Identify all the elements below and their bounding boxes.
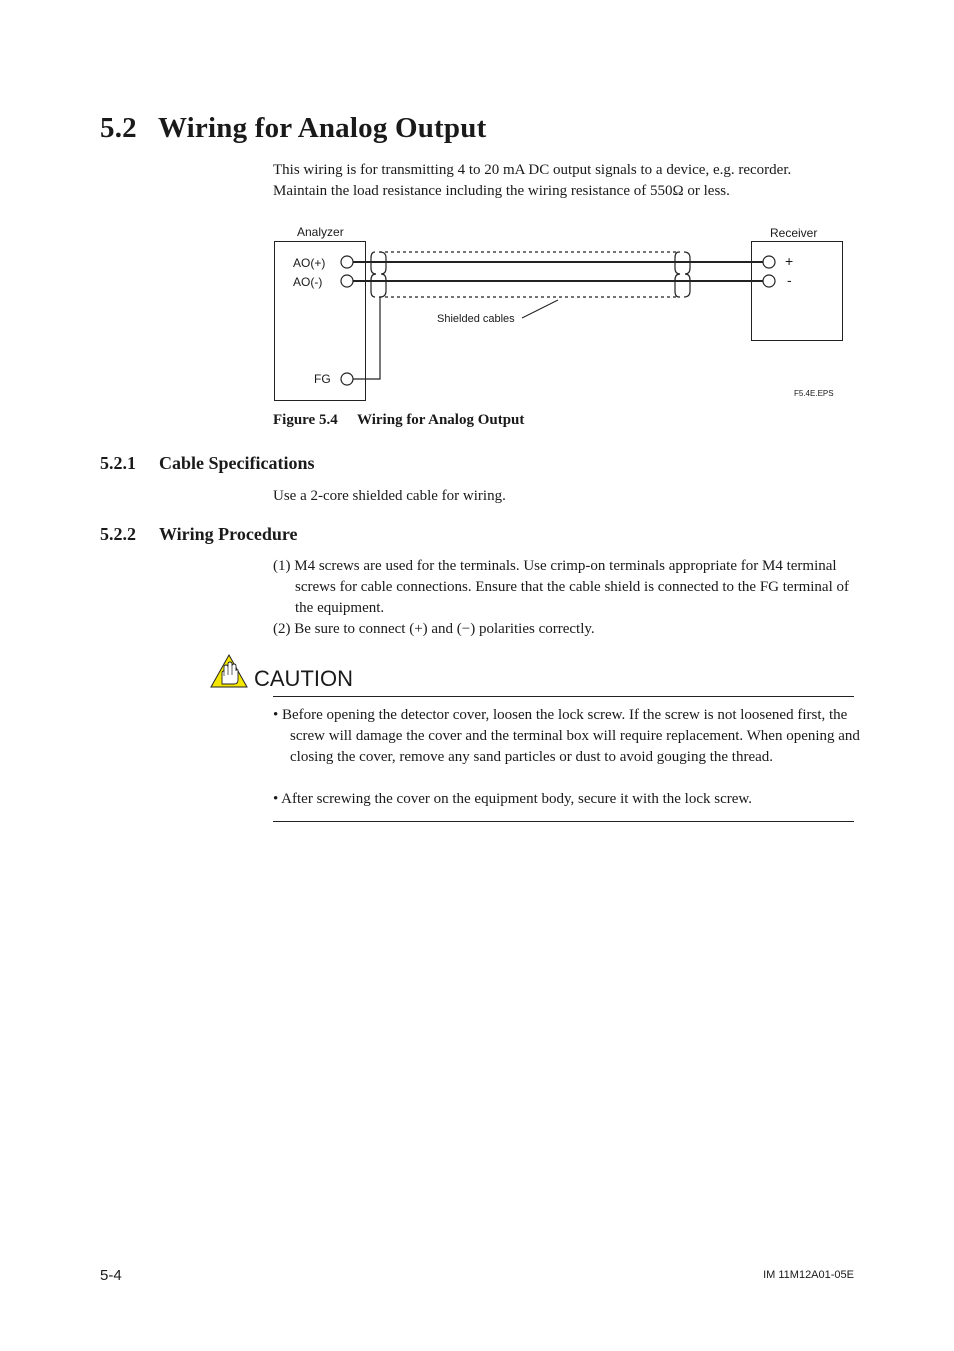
wiring-diagram bbox=[0, 0, 954, 420]
section-number: 5.2 bbox=[100, 112, 137, 144]
page-number: 5-4 bbox=[100, 1267, 122, 1284]
document-id: IM 11M12A01-05E bbox=[763, 1269, 854, 1281]
caution-bullet-2: • After screwing the cover on the equipment body, secure it with the lock screw. bbox=[273, 791, 752, 807]
figure-file-id: F5.4E.EPS bbox=[794, 389, 834, 398]
caution-title: CAUTION bbox=[254, 666, 353, 691]
procedure-item-1: (1) M4 screws are used for the terminals. Use crimp-on terminals appropriate for M4 terminal screws for cable connections. Ensure that the cable shield is connected to the FG terminal of the equipment. bbox=[273, 558, 849, 616]
subsection-heading-cable bbox=[100, 453, 315, 474]
subsection-title: Wiring Procedure bbox=[159, 524, 298, 544]
drain-wire bbox=[353, 297, 380, 379]
figure-caption bbox=[273, 412, 524, 429]
ao-plus-terminal bbox=[341, 256, 353, 268]
fg-label: FG bbox=[314, 372, 331, 386]
shield-bracket-left-outer bbox=[371, 252, 376, 297]
subsection-heading-procedure bbox=[100, 524, 298, 545]
subsection-number: 5.2.2 bbox=[100, 524, 136, 544]
ao-minus-terminal bbox=[341, 275, 353, 287]
shield-leader-line bbox=[522, 300, 558, 318]
receiver-label: Receiver bbox=[770, 226, 818, 240]
shield-bracket-right-outer bbox=[675, 252, 680, 297]
fg-terminal bbox=[341, 373, 353, 385]
section-title: Wiring for Analog Output bbox=[158, 112, 487, 144]
intro-line-1: This wiring is for transmitting 4 to 20 mA DC output signals to a device, e.g. recorder. bbox=[273, 162, 792, 178]
minus-label: - bbox=[787, 272, 792, 288]
ao-minus-label: AO(-) bbox=[293, 275, 323, 289]
shielded-cables-label: Shielded cables bbox=[437, 313, 515, 325]
figure-number: Figure 5.4 bbox=[273, 412, 338, 428]
caution-bottom-rule bbox=[273, 821, 854, 822]
ao-plus-label: AO(+) bbox=[293, 256, 326, 270]
shield-bracket-right-inner bbox=[684, 252, 690, 297]
analyzer-label: Analyzer bbox=[297, 225, 344, 239]
shield-bracket-left-inner bbox=[380, 252, 386, 297]
plus-label: + bbox=[785, 253, 794, 269]
intro-line-2: Maintain the load resistance including the wiring resistance of 550Ω or less. bbox=[273, 183, 730, 199]
subsection-number: 5.2.1 bbox=[100, 453, 136, 473]
procedure-item-2: (2) Be sure to connect (+) and (−) polarities correctly. bbox=[273, 621, 595, 637]
receiver-box bbox=[752, 242, 843, 341]
caution-hand-icon bbox=[209, 653, 249, 689]
receiver-plus-terminal bbox=[763, 256, 775, 268]
cable-spec-text: Use a 2-core shielded cable for wiring. bbox=[273, 488, 506, 504]
subsection-title: Cable Specifications bbox=[159, 453, 315, 473]
caution-top-rule bbox=[273, 696, 854, 697]
caution-bullet-1: • Before opening the detector cover, loosen the lock screw. If the screw is not loosened first, the screw will damage the cover and the terminal box will require replacement. When opening and closing the cover, remove any sand particles or dust to avoid gouging the thread. bbox=[273, 707, 860, 765]
receiver-minus-terminal bbox=[763, 275, 775, 287]
figure-title: Wiring for Analog Output bbox=[357, 412, 525, 428]
